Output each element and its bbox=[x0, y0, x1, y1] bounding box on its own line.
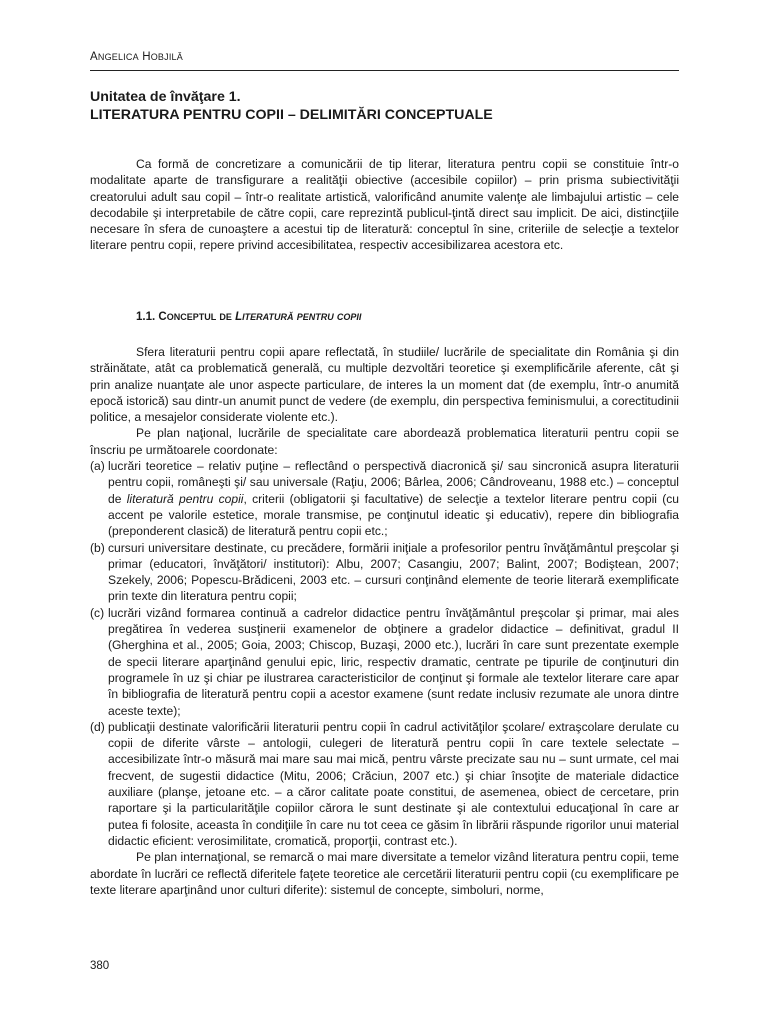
list-marker: (c) bbox=[90, 605, 105, 620]
list-item bbox=[90, 458, 679, 539]
list-item-text bbox=[108, 458, 679, 539]
unit-title-line-1: Unitatea de învăţare 1. bbox=[90, 89, 241, 105]
paragraph: Sfera literaturii pentru copii apare reflectată, în studiile/ lucrările de specialitate din România şi din străinătate, atât ca problematică generală, cu multiple dezvoltări teoretice şi exemplificările aferente, cât şi prin analize nuanţate ale unor aspecte particulare, de interes la un moment dat (de exemplu, într-o anumită epocă istorică) sau dintr-un anumit punct de vedere (de exemplu, din perspectiva feminismului, a corectitudinii politice, a mesajelor considerate violente etc.). bbox=[90, 345, 679, 425]
list-item-text: cursuri universitare destinate, cu precădere, formării iniţiale a profesorilor pentru învăţământul preşcolar şi primar (educatori, învăţători/ institutori): Albu, 2007; Casangiu, 2007; Balint, 2007; Bodiştean, 2007; Szekely, 2006; Popescu-Brădiceni, 2003 etc. – cursuri conţinând elemente de teorie literară exemplificate prin texte din literatura pentru copii; bbox=[108, 540, 679, 604]
list-marker: (a) bbox=[90, 459, 105, 474]
section-heading-word: DE bbox=[219, 312, 232, 322]
section-heading-word: ONCEPTUL bbox=[166, 312, 217, 322]
section-heading bbox=[136, 311, 361, 323]
list-marker: (b) bbox=[90, 540, 105, 555]
running-head-first-name: NGELICA bbox=[97, 52, 139, 62]
list-item-italic-term: literatură pentru copii bbox=[126, 491, 244, 506]
intro-section bbox=[90, 156, 679, 254]
unit-title-line-2: LITERATURA PENTRU COPII – DELIMITĂRI CONCEPTUALE bbox=[90, 107, 493, 123]
main-section bbox=[90, 344, 679, 898]
running-head bbox=[90, 51, 183, 63]
document-page bbox=[90, 0, 679, 1024]
coordinates-list bbox=[90, 458, 679, 849]
list-item-text: lucrări vizând formarea continuă a cadrelor didactice pentru învăţământul preşcolar şi primar, mai ales pregătirea în vederea susţinerii examenelor de obţinere a gradelor didactice – definitivat, gradul II (Gherghina et al., 2005; Goia, 2003; Chiscop, Buzaşi, 2000 etc.), lucrări în care sunt prezentate exemple de specii literare aparţinând genului epic, liric, respectiv dramatic, centrate pe tipurile de conţinuturi din programele în uz şi chiar pe ilustrarea caracteristicilor de conţinut şi formale ale textelor literare care apar în bibliografia de literatură pentru copii a acestor examene (sunt redate inclusiv rezumate ale unora dintre aceste texte); bbox=[108, 605, 679, 718]
section-heading-word: COPII bbox=[336, 312, 362, 322]
running-head-last-name: OBJILĂ bbox=[150, 52, 183, 62]
paragraph: Pe plan internaţional, se remarcă o mai mare diversitate a temelor vizând literatura pentru copii, teme abordate în lucrări ce reflectă diferitele faţete teoretice ale cercetării literaturii pentru copii (cu exemplificare pe texte literare aparţinând unor culturi diferite): sistemul de concepte, simboluri, norme, bbox=[90, 850, 679, 897]
list-marker: (d) bbox=[90, 719, 105, 734]
list-item bbox=[90, 540, 679, 605]
section-heading-initial: C bbox=[158, 311, 167, 323]
section-number: 1.1. bbox=[136, 311, 156, 323]
section-heading-word: PENTRU bbox=[296, 312, 334, 322]
list-item-text-part: , criterii (obligatorii şi facultative) de selecţie a textelor literare pentru copii (cu accent pe valorile estetice, morale transmise, pe conţinutul ideatic şi educativ), repere din bibliografia (preponderent clasică) de literatură pentru copii etc.; bbox=[108, 491, 679, 539]
page-number: 380 bbox=[90, 960, 110, 972]
intro-paragraph: Ca formă de concretizare a comunicării de tip literar, literatura pentru copii se constituie într-o modalitate aparte de transfigurare a realităţii obiective (accesibile copiilor) – prin prisma subiectivităţii creatorului adult sau copil – într-o realitate artistică, valorificând anumite valenţe ale limbajului artistic – cele decodabile şi interpretabile de către copii, care reprezintă publicul-ţintă direct sau implicit. De aici, distincţiile necesare în sfera de cunoaştere a acestui tip de literatură: conceptul în sine, criteriile de selecţie a textelor literare pentru copii, repere privind accesibilitatea, respectiv accesibilizarea acestora etc. bbox=[90, 157, 679, 253]
running-head-initial: H bbox=[142, 51, 151, 63]
list-item-text-part: lucrări teoretice – relativ puţine – reflectând o perspectivă diacronică şi/ sau sincronică asupra literaturii pentru copii, româneşti şi/ sau universale (Raţiu, 2006; Bârlea, 2006; Cândroveanu, 1988 etc.) – conceptul de bbox=[108, 459, 679, 506]
section-heading-initial: L bbox=[235, 311, 243, 323]
paragraph: Pe plan naţional, lucrările de specialitate care abordează problematica literaturii pentru copii se înscriu pe următoarele coordonate: bbox=[90, 426, 679, 457]
list-item-text: publicaţii destinate valorificării literaturii pentru copii în cadrul activităţilor şcolare/ extraşcolare derulate cu copii de diferite vârste – antologii, culegeri de literatură pentru copii în care textele selectate – accesibilizate într-o măsură mai mare sau mai mică, pentru vârste precizate sau nu – sunt urmate, cel mai frecvent, de sugestii didactice (Mitu, 2006; Crăciun, 2007 etc.) şi chiar însoţite de materiale didactice auxiliare (planşe, jetoane etc. – a căror calitate poate constitui, de asemenea, obiect de cercetare, prin raportare şi la particularităţile copiilor cărora le sunt destinate şi ale contextului educaţional în care ar putea fi folosite, aceasta în condiţiile în care nu tot ceea ce găsim în librării răspunde rigorilor unui material didactic eficient: verosimilitate, cromatică, proporţii, contrast etc.). bbox=[108, 719, 679, 848]
list-item bbox=[90, 605, 679, 719]
header-rule bbox=[90, 70, 679, 71]
list-item bbox=[90, 719, 679, 849]
running-head-initial: A bbox=[90, 51, 98, 63]
unit-title bbox=[90, 88, 493, 124]
section-heading-word: ITERATURĂ bbox=[242, 312, 294, 322]
